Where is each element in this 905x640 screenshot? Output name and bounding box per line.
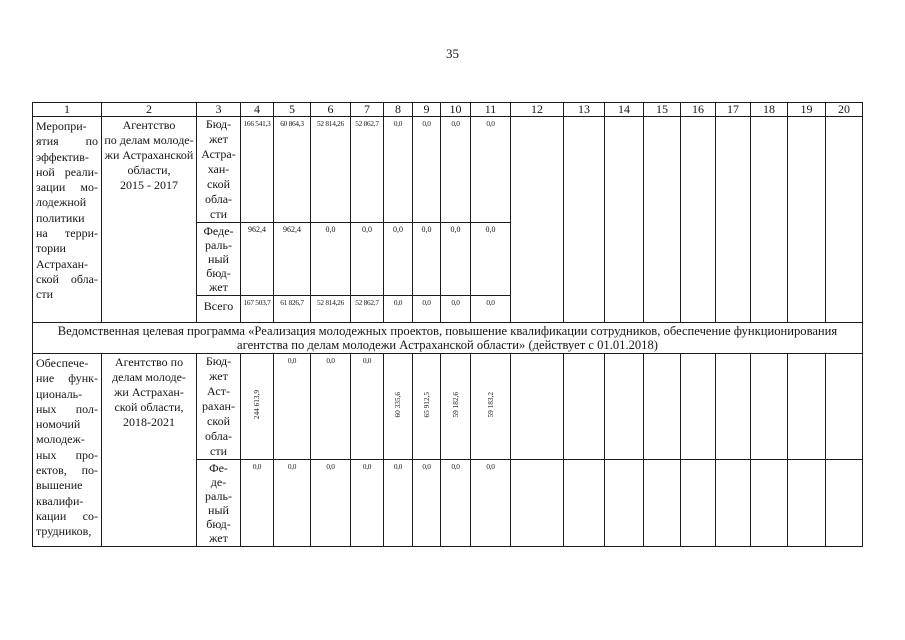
funding-source-line: ской — [207, 177, 230, 191]
value-cell: 60 864,3 — [274, 117, 311, 223]
executor-line: области, — [127, 163, 171, 177]
column-number: 8 — [384, 103, 413, 117]
funding-source-line: жет — [209, 531, 228, 545]
column-number: 19 — [788, 103, 826, 117]
value-cell: 0,0 — [471, 223, 511, 296]
funding-source-line: ской — [207, 414, 230, 428]
value-cell: 0,0 — [413, 460, 441, 547]
value-cell: 0,0 — [311, 460, 351, 547]
column-number: 20 — [826, 103, 863, 117]
funding-source-line: Феде- — [203, 224, 234, 238]
funding-source-cell — [197, 223, 241, 296]
funding-source-line: Астра- — [201, 147, 236, 161]
measure-name-cell — [33, 117, 102, 323]
funding-source-line: Бюд- — [205, 117, 232, 131]
value-cell — [241, 354, 274, 460]
empty-cell — [788, 117, 826, 323]
empty-cell — [716, 354, 751, 460]
column-number: 7 — [351, 103, 384, 117]
empty-cell — [511, 460, 564, 547]
empty-cell — [511, 117, 564, 323]
column-number: 3 — [197, 103, 241, 117]
funding-source-cell — [197, 460, 241, 547]
measure-name-line: молодеж- — [36, 432, 85, 447]
empty-cell — [644, 460, 681, 547]
value-cell: 0,0 — [471, 460, 511, 547]
empty-cell — [751, 460, 788, 547]
executor-line: жи Астраханской — [104, 148, 194, 162]
executor-line: 2015 - 2017 — [120, 178, 178, 192]
measure-name-line: Меропри- — [36, 119, 87, 133]
value-cell: 0,0 — [413, 117, 441, 223]
value-cell: 0,0 — [274, 354, 311, 460]
value-cell: 0,0 — [384, 460, 413, 547]
measure-name-line: Астрахан- — [36, 256, 88, 271]
measure-name-line: ятия по — [36, 134, 98, 149]
value-cell: 0,0 — [351, 223, 384, 296]
funding-source-line: жет — [209, 132, 228, 146]
column-number: 12 — [511, 103, 564, 117]
value-cell: 962,4 — [241, 223, 274, 296]
funding-source-line: ный — [208, 503, 229, 517]
empty-cell — [751, 354, 788, 460]
empty-cell — [751, 117, 788, 323]
column-number: 6 — [311, 103, 351, 117]
funding-source-line: ный — [208, 252, 229, 266]
measure-name-line: ской обла- — [36, 271, 98, 286]
measure-name-line: ных пол- — [36, 401, 98, 416]
executor-cell — [102, 117, 197, 323]
funding-source-line: сти — [210, 444, 227, 458]
value-cell: 0,0 — [384, 117, 413, 223]
measure-name-line: трудников, — [36, 524, 92, 539]
funding-source-cell — [197, 296, 241, 323]
value-cell: 0,0 — [471, 117, 511, 223]
empty-cell — [826, 117, 863, 323]
value-cell: 0,0 — [311, 354, 351, 460]
funding-source-line: жет — [209, 280, 228, 294]
executor-line: жи Астрахан- — [114, 385, 184, 399]
measure-name-line: ной реали- — [36, 164, 98, 179]
funding-source-cell — [197, 354, 241, 460]
value-cell: 0,0 — [413, 296, 441, 323]
measure-name-line: Обеспече- — [36, 356, 89, 370]
measure-name-line: на терри- — [36, 226, 98, 241]
measure-name-line: ние функ- — [36, 371, 98, 386]
executor-cell — [102, 354, 197, 547]
measure-name-line: тории — [36, 241, 66, 256]
measure-name-line: циональ- — [36, 386, 83, 401]
measure-name-line: лодежной — [36, 195, 87, 210]
funding-source-line: раль- — [205, 489, 232, 503]
column-number: 17 — [716, 103, 751, 117]
empty-cell — [681, 460, 716, 547]
column-number: 14 — [605, 103, 644, 117]
value-text: 59 183,2 — [485, 391, 495, 418]
empty-cell — [716, 117, 751, 323]
program-section-row — [33, 323, 863, 354]
funding-source-line: де- — [210, 475, 227, 489]
value-text: 60 335,6 — [393, 391, 402, 418]
funding-source-cell — [197, 117, 241, 223]
value-cell: 962,4 — [274, 223, 311, 296]
funding-source-line: хан- — [207, 162, 230, 176]
measure-name-line: кации со- — [36, 508, 98, 523]
value-cell: 0,0 — [351, 460, 384, 547]
executor-line: Агентство — [122, 118, 176, 132]
value-cell: 0,0 — [441, 296, 471, 323]
value-cell: 52 814,26 — [311, 117, 351, 223]
measure-name-line: квалифи- — [36, 493, 84, 508]
program-title-line: агентства по делам молодежи Астраханской области» (действует с 01.01.2018) — [237, 338, 658, 352]
column-number-row — [33, 103, 863, 117]
value-cell: 52 862,7 — [351, 296, 384, 323]
measure-name-line: сти — [36, 287, 53, 302]
column-number: 18 — [751, 103, 788, 117]
column-number: 15 — [644, 103, 681, 117]
empty-cell — [681, 354, 716, 460]
value-cell: 167 503,7 — [241, 296, 274, 323]
value-cell: 0,0 — [311, 223, 351, 296]
value-cell: 0,0 — [274, 460, 311, 547]
empty-cell — [826, 460, 863, 547]
value-cell — [413, 354, 441, 460]
column-number: 4 — [241, 103, 274, 117]
program-title-cell — [33, 323, 863, 354]
funding-source-line: Аст- — [207, 384, 230, 398]
column-number: 16 — [681, 103, 716, 117]
value-cell: 0,0 — [241, 460, 274, 547]
value-cell — [441, 354, 471, 460]
empty-cell — [605, 354, 644, 460]
funding-source-line: рахан- — [202, 399, 235, 413]
measure-name-line: эффектив- — [36, 149, 89, 164]
measure-name-cell — [33, 354, 102, 547]
value-text: 59 182,6 — [450, 391, 460, 418]
funding-source-line: Фе- — [209, 461, 228, 475]
measure-name-line: номочий — [36, 417, 81, 432]
column-number: 9 — [413, 103, 441, 117]
empty-cell — [511, 354, 564, 460]
funding-source-line: обла- — [204, 429, 233, 443]
funding-source-line: Всего — [203, 299, 234, 313]
value-cell: 0,0 — [351, 354, 384, 460]
column-number: 10 — [441, 103, 471, 117]
empty-cell — [564, 117, 605, 323]
funding-source-line: раль- — [205, 238, 232, 252]
value-text: 244 613,9 — [252, 389, 261, 420]
executor-line: ской области, — [114, 400, 184, 414]
measure-name-line: политики — [36, 210, 85, 225]
funding-source-line: обла- — [204, 192, 233, 206]
value-cell: 52 862,7 — [351, 117, 384, 223]
value-cell: 0,0 — [441, 117, 471, 223]
value-cell: 0,0 — [441, 223, 471, 296]
measure-b-regional-budget-row — [33, 354, 863, 460]
funding-source-line: бюд- — [206, 517, 231, 531]
budget-table — [32, 102, 863, 547]
column-number: 1 — [33, 103, 102, 117]
empty-cell — [644, 117, 681, 323]
empty-cell — [644, 354, 681, 460]
executor-line: по делам молоде- — [104, 133, 194, 147]
measure-name-line: вышение — [36, 478, 83, 493]
column-number: 11 — [471, 103, 511, 117]
empty-cell — [564, 354, 605, 460]
empty-cell — [716, 460, 751, 547]
funding-source-line: бюд- — [206, 266, 231, 280]
value-cell: 0,0 — [384, 296, 413, 323]
measure-a-regional-budget-row — [33, 117, 863, 223]
measure-name-line: ектов, по- — [36, 463, 98, 478]
value-cell — [384, 354, 413, 460]
value-cell: 0,0 — [413, 223, 441, 296]
value-cell: 0,0 — [471, 296, 511, 323]
value-cell — [471, 354, 511, 460]
value-cell: 52 814,26 — [311, 296, 351, 323]
empty-cell — [605, 460, 644, 547]
program-title-line: Ведомственная целевая программа «Реализация молодежных проектов, повышение квалификации сотрудников, обеспечение функционирования — [57, 324, 838, 338]
measure-name-line: ных про- — [36, 447, 98, 462]
value-text: 65 912,5 — [421, 391, 431, 418]
funding-source-line: Бюд- — [205, 354, 232, 368]
page-number: 35 — [446, 46, 459, 61]
value-cell: 0,0 — [384, 223, 413, 296]
empty-cell — [605, 117, 644, 323]
funding-source-line: сти — [210, 207, 227, 221]
empty-cell — [788, 354, 826, 460]
value-cell: 61 826,7 — [274, 296, 311, 323]
measure-name-line: зации мо- — [36, 180, 98, 195]
column-number: 5 — [274, 103, 311, 117]
executor-line: Агентство по — [114, 355, 184, 369]
column-number: 13 — [564, 103, 605, 117]
empty-cell — [826, 354, 863, 460]
value-cell: 0,0 — [441, 460, 471, 547]
empty-cell — [681, 117, 716, 323]
funding-source-line: жет — [209, 369, 228, 383]
executor-line: 2018-2021 — [123, 415, 175, 429]
empty-cell — [564, 460, 605, 547]
column-number: 2 — [102, 103, 197, 117]
executor-line: делам молоде- — [112, 370, 186, 384]
empty-cell — [788, 460, 826, 547]
value-cell: 166 541,3 — [241, 117, 274, 223]
